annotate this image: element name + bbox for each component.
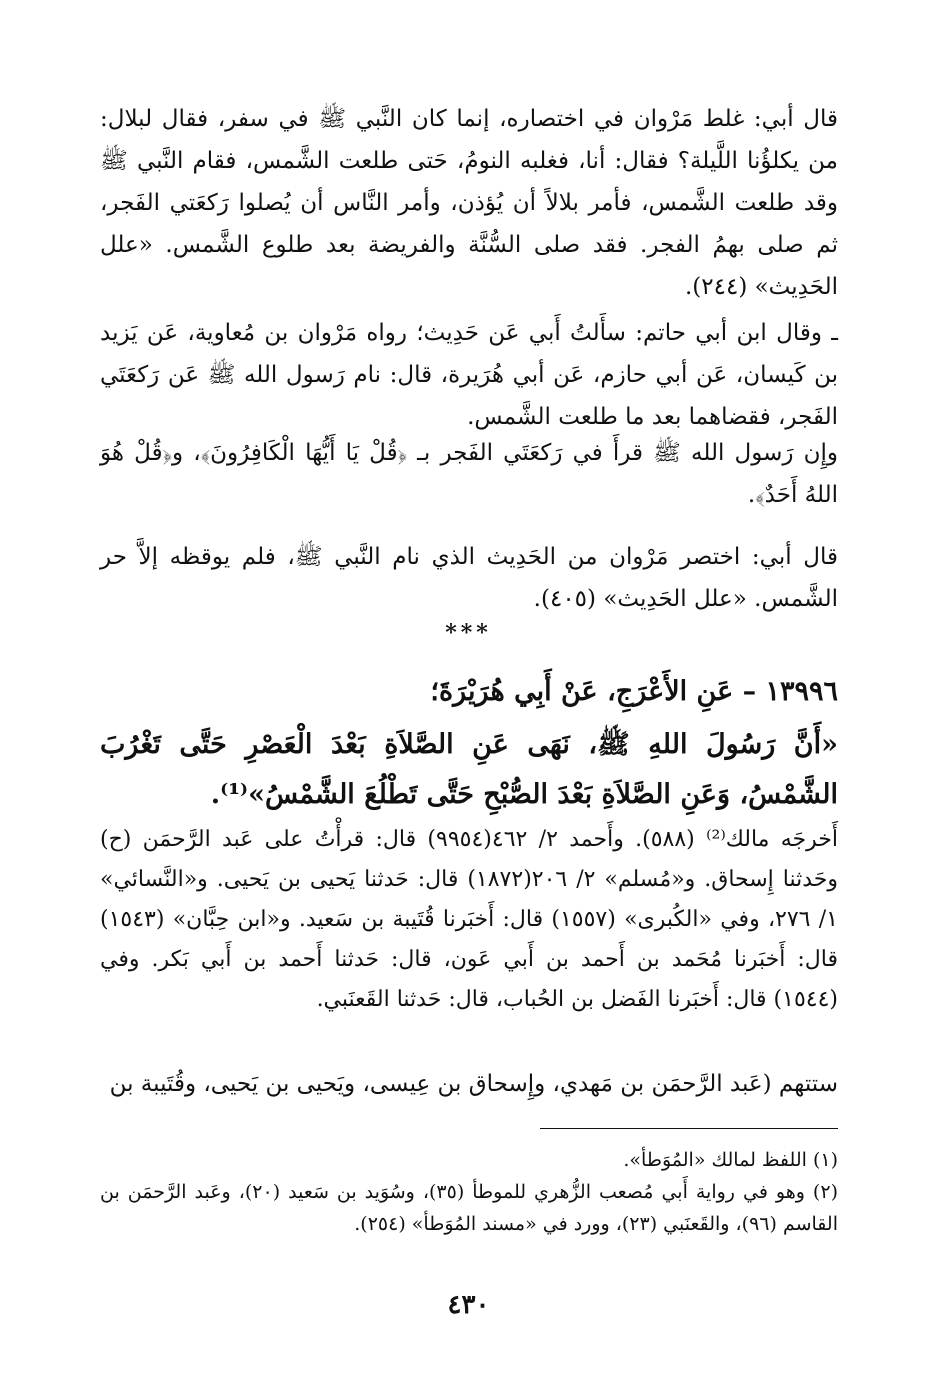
footnote-2: (٢) وهو في رواية أَبي مُصعب الزُّهري للموطأ (٣٥)، وسُوَيد بن سَعيد (٢٠)، وعَبد الرَّحمَن بن القاسم (٩٦)، والقَعنَبي (٢٣)، وورد في «مسند المُوَطأ» (٢٥٤). <box>100 1181 838 1235</box>
footnote-1: (١) اللفظ لمالك «المُوَطأ». <box>623 1149 838 1171</box>
section-separator: *** <box>445 620 492 646</box>
footnotes <box>100 1144 838 1240</box>
paragraph-text: قال أبي: اختصر مَرْوان من الحَدِيث الذي نام النَّبي ﷺ، فلم يوقظه إلاَّ حر الشَّمس. «علل الحَدِيث» (٤٠٥). <box>100 544 838 612</box>
paragraph-illal-244 <box>100 98 838 308</box>
takhrij-paragraph: أَخرجَه مالك⁽²⁾ (٥٨٨). وأَحمد ٢/ ٤٦٢(٩٩٥٤) قال: قرأْتُ على عَبد الرَّحمَن (ح) وحَدثنا إِسحاق. و«مُسلم» ٢/ ٢٠٦(١٨٧٢) قال: حَدثنا يَحيى بن يَحيى. و«النَّسائي» ١/ ٢٧٦، وفي «الكُبرى» (١٥٥٧) قال: أَخبَرنا قُتَيبة بن سَعيد. و«ابن حِبَّان» (١٥٤٣) قال: أَخبَرنا مُحَمد بن أَحمد بن أَبي عَون، قال: حَدثنا أَحمد بن أَبي بَكر. وفي (١٥٤٤) قال: أَخبَرنا الفَضل بن الحُباب، قال: حَدثنا القَعنَبي. <box>100 827 839 1012</box>
hadith-heading: ١٣٩٩٦ – عَنِ الأَعْرَجِ، عَنْ أَبِي هُرَيْرَةَ؛ <box>430 676 838 707</box>
footnote-divider <box>540 1128 838 1129</box>
paragraph-text: ـ وقال ابن أبي حاتم: سأَلتُ أَبي عَن حَدِيث؛ رواه مَرْوان بن مُعاوية، عَن يَزيد بن كَيسان، عَن أبي حازم، عَن أبي هُرَيرة، قال: نام رَسول الله ﷺ عَن رَكعَتَي الفَجر، فقضاهما بعد ما طلعت الشَّمس. <box>100 320 838 430</box>
paragraph-illal-405 <box>100 536 838 620</box>
paragraph-recitation <box>100 432 838 516</box>
narrators-paragraph: ستتهم (عَبد الرَّحمَن بن مَهدي، وإِسحاق بن عِيسى، ويَحيى بن يَحيى، وقُتَيبة بن <box>109 1071 838 1097</box>
paragraph-text: وإِن رَسول الله ﷺ قرأَ في رَكعَتَي الفَجر بـ ﴿قُلْ يَا أَيُّهَا الْكَافِرُونَ﴾، و﴿قُلْ هُوَ اللهُ أَحَدٌ﴾. <box>100 440 838 508</box>
paragraph-text: قال أبي: غلط مَرْوان في اختصاره، إنما كان النَّبي ﷺ في سفر، فقال لبلال: من يكلؤُنا اللَّيلة؟ فقال: أنا، فغلبه النومُ، حَتى طلعت الشَّمس، فقام النَّبي ﷺ وقد طلعت الشَّمس، فأمر بلالاً أن يُؤذن، وأمر النَّاس أن يُصلوا رَكعَتي الفَجر، ثم صلى بهمُ الفجر. فقد صلى السُّنَّة والفريضة بعد طلوع الشَّمس. «علل الحَدِيث» (٢٤٤). <box>100 106 838 300</box>
page-number: ٤٣٠ <box>447 1290 490 1320</box>
hadith-text: «أَنَّ رَسُولَ اللهِ ﷺ، نَهَى عَنِ الصَّلاَةِ بَعْدَ الْعَصْرِ حَتَّى تَغْرُبَ الشَّمْسُ، وَعَنِ الصَّلاَةِ بَعْدَ الصُّبْحِ حَتَّى تَطْلُعَ الشَّمْسُ»⁽¹⁾. <box>100 729 838 810</box>
paragraph-ibn-abi-hatim <box>100 312 838 438</box>
